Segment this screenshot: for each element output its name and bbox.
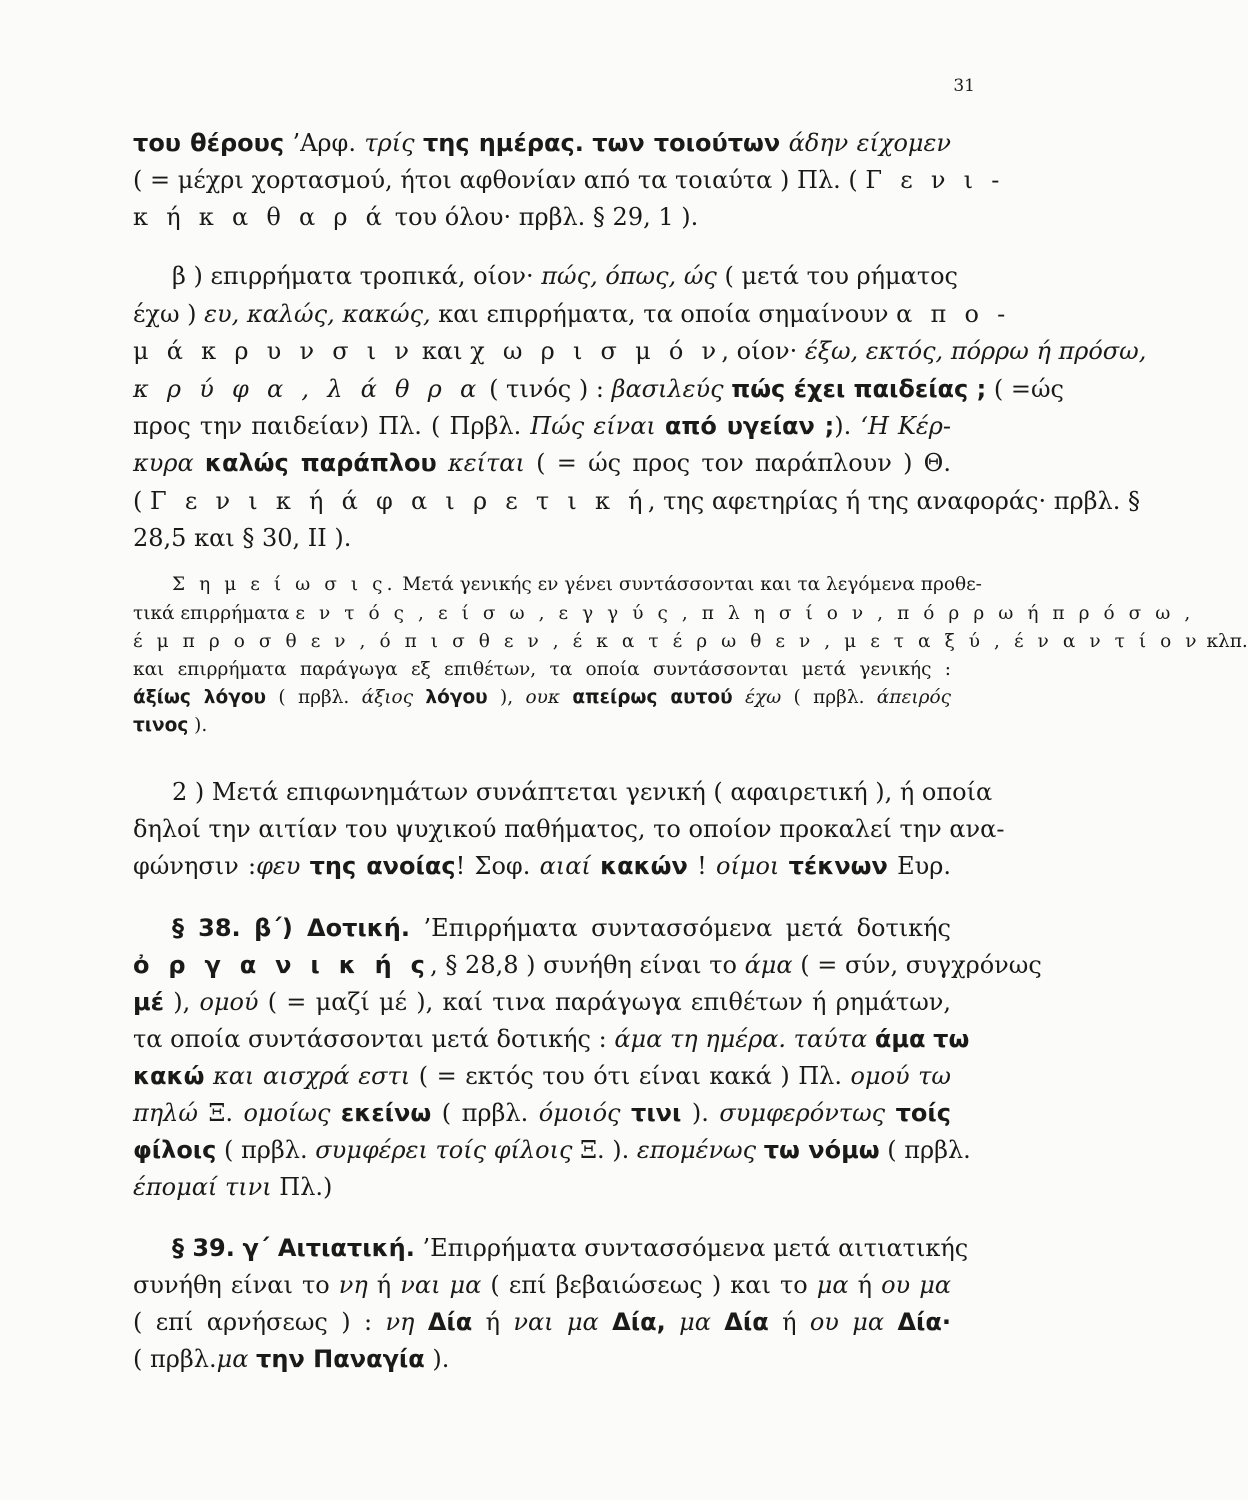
text-line: κ ή κ α θ α ρ ά του όλου· πρβλ. § 29, 1 ). xyxy=(133,203,699,231)
text-line: ὀ ρ γ α ν ι κ ή ς, § 28,8 ) συνήθη είναι το άμα ( = σύν, συγχρόνως xyxy=(133,951,1042,979)
text-line: ( Γ ε ν ι κ ή ά φ α ι ρ ε τ ι κ ή, της αφετηρίας ή της αναφοράς· πρβλ. § xyxy=(133,487,1140,515)
text-line: έχω ) ευ, καλώς, κακώς, και επιρρήματα, τα οποία σημαίνουν α π ο - xyxy=(133,300,1011,328)
text-line: φώνησιν :φευ της ανοίας! Σοφ. αιαί κακών ! οίμοι τέκνων Ευρ. xyxy=(133,852,951,880)
note-line: τινος ). xyxy=(133,715,208,736)
note-line: άξίως λόγου ( πρβλ. άξιος λόγου ), ουκ απείρως αυτού έχω ( πρβλ. άπειρός xyxy=(133,687,952,708)
page-number: 31 xyxy=(953,76,975,96)
text-line: προς την παιδείαν) Πλ. ( Πρβλ. Πώς είναι από υγείαν ;). ‘Η Κέρ- xyxy=(133,412,951,440)
text-line: πηλώ Ξ. ομοίως εκείνω ( πρβλ. όμοιός τινι ). συμφερόντως τοίς xyxy=(133,1099,951,1127)
text-line: ( επί αρνήσεως ) : νη Δία ή ναι μα Δία, μα Δία ή ου μα Δία· xyxy=(133,1308,952,1336)
text-line: δηλοί την αιτίαν του ψυχικού παθήματος, το οποίον προκαλεί την ανα- xyxy=(133,815,1005,843)
text-line: κ ρ ύ φ α , λ ά θ ρ α ( τινός ) : βασιλεύς πώς έχει παιδείας ; ( =ώς xyxy=(133,375,1064,403)
text-line: ( πρβλ.μα την Παναγία ). xyxy=(133,1345,450,1373)
text-line: 2 ) Μετά επιφωνημάτων συνάπτεται γενική ( αφαιρετική ), ή οποία xyxy=(172,778,993,806)
section-39-heading: § 39. γ΄ Αιτιατική. ’Επιρρήματα συντασσόμενα μετά αιτιατικής xyxy=(172,1234,969,1262)
text-line: συνήθη είναι το νη ή ναι μα ( επί βεβαιώσεως ) και το μα ή ου μα xyxy=(133,1271,952,1299)
text-line: έπομαί τινι Πλ.) xyxy=(133,1173,333,1201)
text-line: φίλοις ( πρβλ. συμφέρει τοίς φίλοις Ξ. ). επομένως τω νόμω ( πρβλ. xyxy=(133,1136,971,1164)
text-line: κυρα καλώς παράπλου κείται ( = ώς προς τον παράπλουν ) Θ. xyxy=(133,449,951,477)
text-line: μ ά κ ρ υ ν σ ι ν και χ ω ρ ι σ μ ό ν, οίον· έξω, εκτός, πόρρω ή πρόσω, xyxy=(133,337,1147,365)
text-line: μέ ), ομού ( = μαζί μέ ), καί τινα παράγωγα επιθέτων ή ρημάτων, xyxy=(133,988,952,1016)
text-line: κακώ και αισχρά εστι ( = εκτός του ότι είναι κακά ) Πλ. ομού τω xyxy=(133,1062,952,1090)
text-line: τα οποία συντάσσονται μετά δοτικής : άμα τη ημέρα. ταύτα άμα τω xyxy=(133,1025,970,1053)
note-line: έ μ π ρ ο σ θ ε ν , ό π ι σ θ ε ν , έ κ α τ έ ρ ω θ ε ν , μ ε τ α ξ ύ , έ ν α ν τ ί ο ν κλπ. xyxy=(133,631,1248,652)
text-line: του θέρους ’Αρφ. τρίς της ημέρας. των τοιούτων άδην είχομεν xyxy=(133,129,951,157)
note-line: και επιρρήματα παράγωγα εξ επιθέτων, τα οποία συντάσσονται μετά γενικής : xyxy=(133,659,951,680)
note-line: Σ η μ ε ί ω σ ι ς. Μετά γενικής εν γένει συντάσσονται και τα λεγόμενα προθε- xyxy=(172,574,982,595)
text-line: β ) επιρρήματα τροπικά, οίον· πώς, όπως, ώς ( μετά του ρήματος xyxy=(172,262,958,290)
text-line: ( = μέχρι χορτασμού, ήτοι αφθονίαν από τα τοιαύτα ) Πλ. ( Γ ε ν ι - xyxy=(133,166,1005,194)
text-line: 28,5 και § 30, ΙΙ ). xyxy=(133,524,352,552)
section-38-heading: § 38. β΄) Δοτική. ’Επιρρήματα συντασσόμενα μετά δοτικής xyxy=(172,914,951,942)
note-line: τικά επιρρήματα ε ν τ ό ς , ε ί σ ω , ε γ γ ύ ς , π λ η σ ί ο ν , π ό ρ ρ ω ή π ρ ό σ ω , xyxy=(133,603,1195,624)
